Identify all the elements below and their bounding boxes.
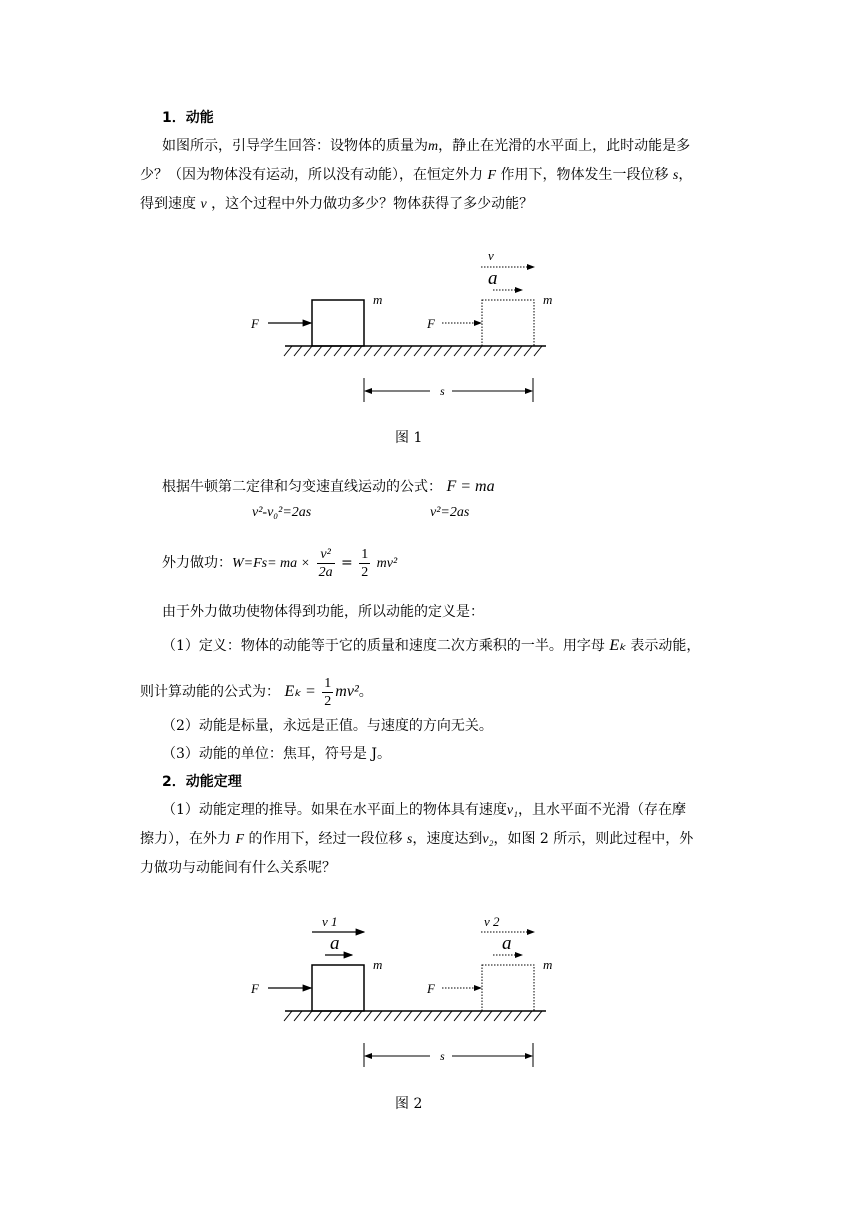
figure-2-caption: 图 2 bbox=[395, 1096, 423, 1112]
block-left bbox=[312, 300, 364, 346]
block-left bbox=[312, 965, 364, 1011]
newton-law-line: 根据牛顿第二定律和匀变速直线运动的公式： F = ma bbox=[162, 478, 495, 495]
label-s: s bbox=[440, 1049, 445, 1063]
ground-hatching bbox=[284, 1011, 542, 1021]
label-F-right: F bbox=[427, 316, 435, 331]
label-m-left: m bbox=[373, 957, 383, 972]
figure-1 bbox=[0, 0, 860, 460]
paragraph-line: 如图所示，引导学生回答：设物体的质量为m，静止在光滑的水平面上，此时动能是多 bbox=[162, 138, 691, 154]
kinetic-energy-formula-line: 则计算动能的公式为： Eₖ = $\frac{1}{2}$ mv²。 bbox=[140, 675, 373, 709]
label-a-left: a bbox=[330, 933, 340, 954]
label-m-left: m bbox=[373, 292, 383, 307]
label-F-left: F bbox=[251, 981, 259, 996]
label-a: a bbox=[488, 268, 498, 289]
label-v2: v 2 bbox=[484, 914, 500, 929]
definition-item-3: （3）动能的单位：焦耳，符号是 J。 bbox=[162, 746, 391, 762]
label-v1: v 1 bbox=[322, 914, 338, 929]
paragraph-line: 力做功与动能间有什么关系呢？ bbox=[140, 860, 336, 876]
ground-hatching bbox=[284, 346, 542, 356]
block-right bbox=[482, 300, 534, 346]
definition-item-1: （1）定义：物体的动能等于它的质量和速度二次方乘积的一半。用字母 Eₖ 表示动能， bbox=[162, 637, 701, 654]
label-a-right: a bbox=[502, 933, 512, 954]
paragraph-line: 得到速度 v ，这个过程中外力做功多少？物体获得了多少动能？ bbox=[140, 196, 534, 212]
kinematics-equation-1: v²-v₀²=2as bbox=[252, 505, 312, 520]
block-right bbox=[482, 965, 534, 1011]
label-m-right: m bbox=[543, 292, 553, 307]
figure-2 bbox=[0, 900, 860, 1140]
definition-intro: 由于外力做功使物体得到功能，所以动能的定义是： bbox=[162, 604, 484, 620]
work-equation-line: 外力做功：W=Fs= ma × $\frac{\text{v²}}{2a}$ = $\frac{1}{2}$ mv² bbox=[162, 546, 398, 580]
paragraph-line: 少？（因为物体没有运动，所以没有动能），在恒定外力 F 作用下，物体发生一段位移 s， bbox=[140, 167, 693, 183]
label-F-left: F bbox=[251, 316, 259, 331]
kinematics-equation-2: v²=2as bbox=[430, 505, 470, 520]
paragraph-line: 擦力），在外力 F 的作用下，经过一段位移 s，速度达到v₂，如图 2 所示，则此过程中，外 bbox=[140, 831, 694, 847]
paragraph-line: （1）动能定理的推导。如果在水平面上的物体具有速度v₁，且水平面不光滑（存在摩 bbox=[162, 802, 686, 818]
label-s: s bbox=[440, 384, 445, 398]
definition-item-2: （2）动能是标量，永远是正值。与速度的方向无关。 bbox=[162, 718, 493, 734]
section-heading-theorem: 2．动能定理 bbox=[162, 774, 242, 790]
label-m-right: m bbox=[543, 957, 553, 972]
figure-1-caption: 图 1 bbox=[395, 430, 423, 446]
section-heading-kinetic-energy: 1．动能 bbox=[162, 110, 214, 126]
label-v: v bbox=[488, 248, 494, 263]
label-F-right: F bbox=[427, 981, 435, 996]
